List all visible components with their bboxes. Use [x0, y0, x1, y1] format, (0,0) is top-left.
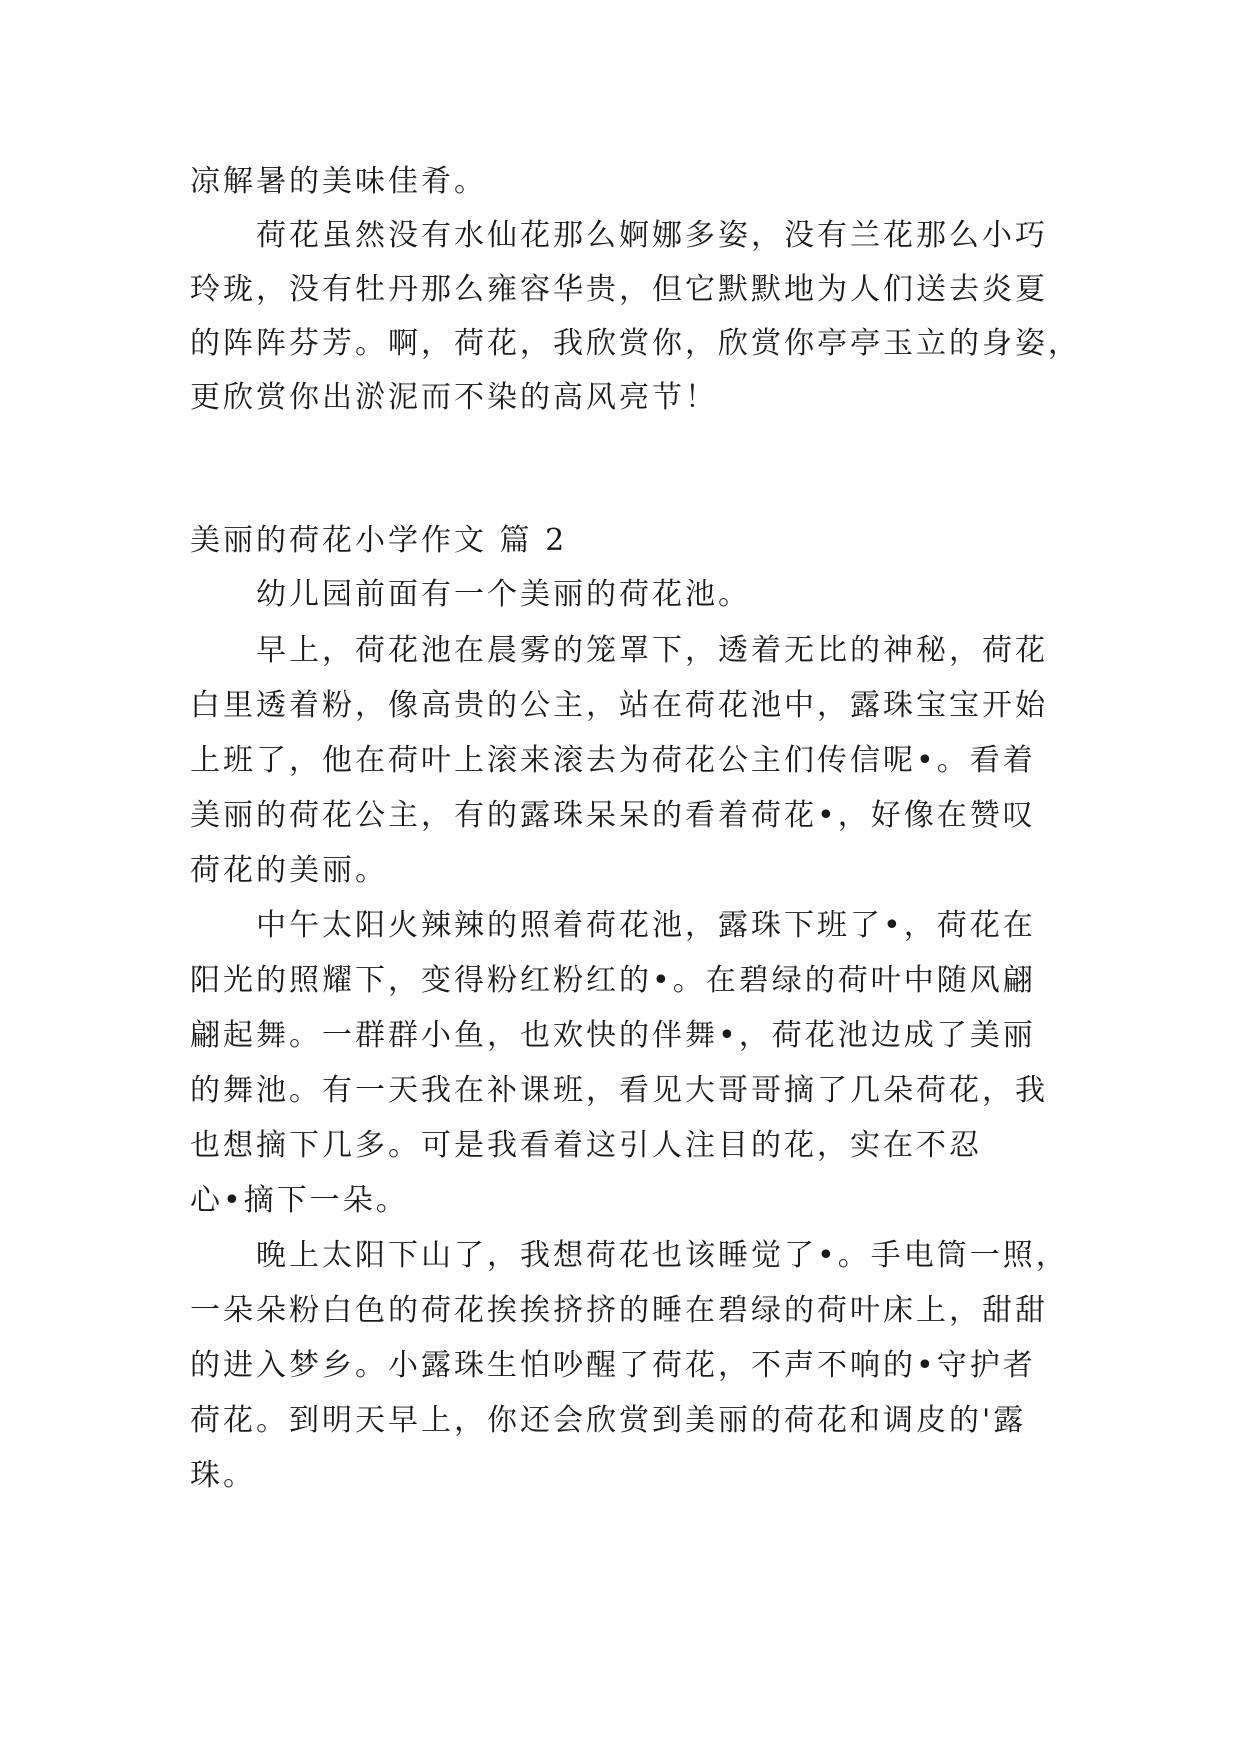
text-line: 的舞池。有一天我在补课班，看见大哥哥摘了几朵荷花，我 [190, 1073, 1048, 1108]
paragraph-start-line: 早上，荷花池在晨雾的笼罩下，透着无比的神秘，荷花 [256, 633, 1048, 668]
text-line: 的进入梦乡。小露珠生怕吵醒了荷花，不声不响的•守护者 [190, 1348, 1036, 1383]
text-line: 上班了，他在荷叶上滚来滚去为荷花公主们传信呢•。看着 [190, 743, 1036, 778]
text-line: 玲珑，没有牡丹那么雍容华贵，但它默默地为人们送去炎夏 [190, 272, 1048, 307]
text-line: 荷花。到明天早上，你还会欣赏到美丽的荷花和调皮的'露 [190, 1403, 1027, 1438]
text-line: 美丽的荷花公主，有的露珠呆呆的看着荷花•，好像在赞叹 [190, 798, 1036, 833]
text-line: 心•摘下一朵。 [190, 1183, 409, 1218]
text-line: 荷花的美丽。 [190, 853, 388, 888]
text-line: 翩起舞。一群群小鱼，也欢快的伴舞•，荷花池边成了美丽 [190, 1018, 1036, 1053]
text-line: 白里透着粉，像高贵的公主，站在荷花池中，露珠宝宝开始 [190, 688, 1048, 723]
paragraph-start-line: 晚上太阳下山了，我想荷花也该睡觉了•。手电筒一照， [256, 1238, 1069, 1273]
text-line: 一朵朵粉白色的荷花挨挨挤挤的睡在碧绿的荷叶床上，甜甜 [190, 1293, 1048, 1328]
paragraph-start-line: 中午太阳火辣辣的照着荷花池，露珠下班了•，荷花在 [256, 908, 1036, 943]
text-line: 凉解暑的美味佳肴。 [190, 164, 487, 199]
paragraph-start-line: 幼儿园前面有一个美丽的荷花池。 [256, 577, 751, 612]
text-line: 也想摘下几多。可是我看着这引人注目的花，实在不忍 [190, 1128, 982, 1163]
section-heading: 美丽的荷花小学作文 篇 2 [190, 523, 568, 558]
text-line: 更欣赏你出淤泥而不染的高风亮节！ [190, 380, 718, 415]
text-line: 的阵阵芬芳。啊，荷花，我欣赏你，欣赏你亭亭玉立的身姿， [190, 326, 1081, 361]
text-line: 珠。 [190, 1458, 256, 1493]
paragraph-start-line: 荷花虽然没有水仙花那么婀娜多姿，没有兰花那么小巧 [256, 218, 1048, 253]
text-line: 阳光的照耀下，变得粉红粉红的•。在碧绿的荷叶中随风翩 [190, 963, 1036, 998]
